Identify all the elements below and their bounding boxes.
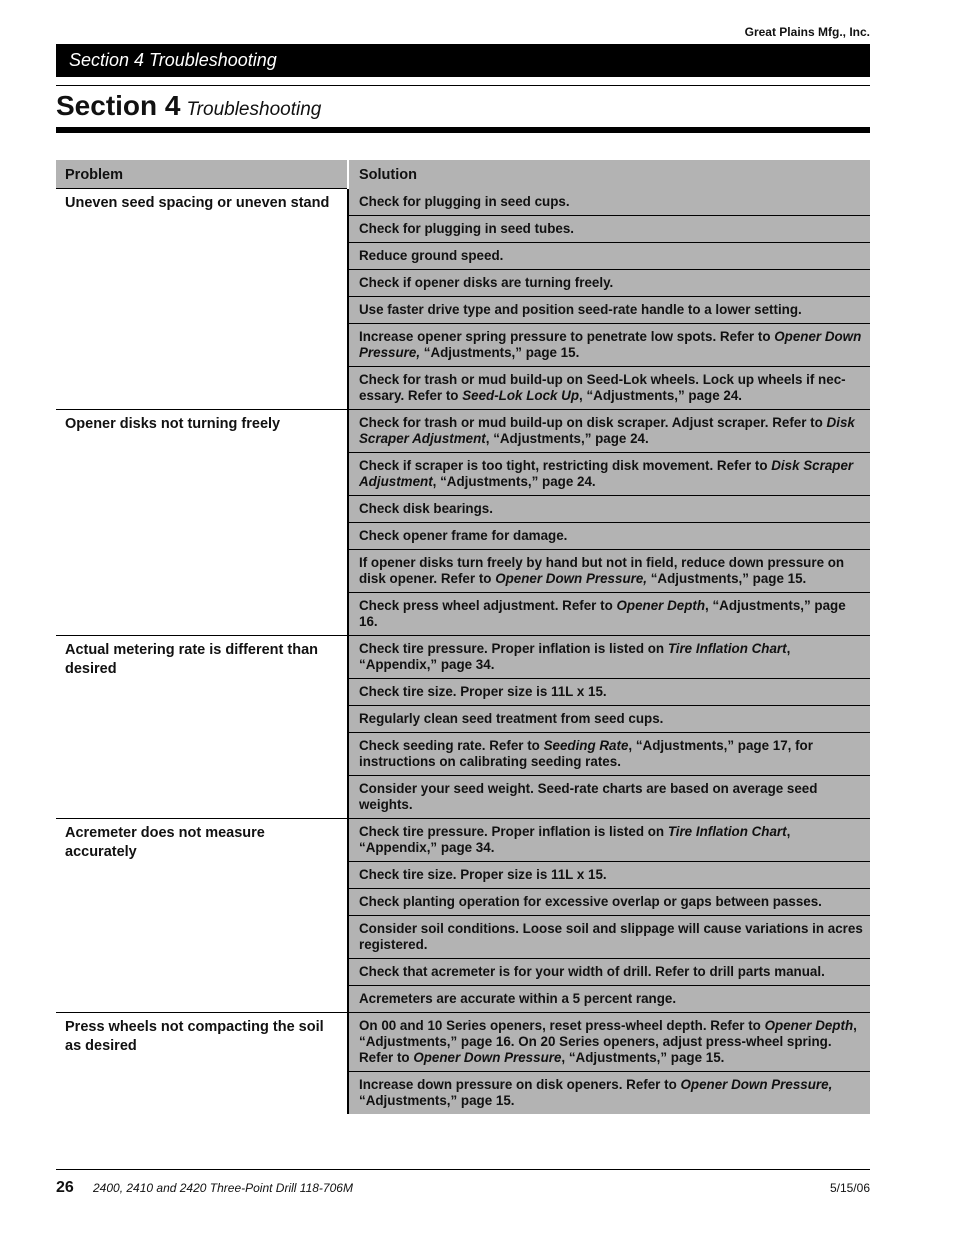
solution-reference: Tire Inflation Chart — [667, 641, 787, 656]
problem-cell: Acremeter does not measure accurately — [56, 819, 348, 1013]
header-rule — [56, 85, 870, 86]
solution-reference: Opener Depth — [616, 598, 706, 613]
table-body — [56, 189, 870, 1115]
solution-cell — [348, 243, 870, 270]
solution-text: , “Adjustments,” page 24. — [579, 388, 743, 403]
solution-text: , “Adjustments,” page 17, for instructions on calibrating seeding rates. — [359, 738, 813, 769]
solution-text: , “Appendix,” page 34. — [359, 824, 791, 855]
solution-cell — [348, 916, 870, 959]
solution-text: Check tire pressure. Proper inflation is listed on — [359, 824, 668, 839]
problem-cell: Press wheels not compacting the soil as desired — [56, 1013, 348, 1115]
problem-cell: Uneven seed spacing or uneven stand — [56, 189, 348, 410]
solution-text: Check tire size. Proper size is 11L x 15. — [359, 867, 607, 882]
solution-cell — [348, 733, 870, 776]
solution-text: , “Adjustments,” page 24. — [432, 474, 596, 489]
table-header-row — [56, 160, 870, 189]
solution-text: , “Adjustments,” page 24. — [485, 431, 649, 446]
solution-cell — [348, 550, 870, 593]
solution-reference: Seeding Rate — [543, 738, 629, 753]
solution-text: If opener disks turn freely by hand but not in field, reduce down pressure on disk opener. Refer to — [359, 555, 845, 586]
solution-cell — [348, 959, 870, 986]
solution-cell — [348, 523, 870, 550]
solution-reference: Seed-Lok Lock Up — [462, 388, 580, 403]
solution-cell — [348, 706, 870, 733]
solution-reference: Tire Inflation Chart — [667, 824, 787, 839]
solution-text: Check opener frame for damage. — [359, 528, 568, 543]
solution-text: Check for plugging in seed cups. — [359, 194, 570, 209]
solution-text: Check planting operation for excessive overlap or gaps between passes. — [359, 894, 822, 909]
solution-cell — [348, 1072, 870, 1115]
solution-cell — [348, 679, 870, 706]
solution-text: Acremeters are accurate within a 5 percent range. — [359, 991, 677, 1006]
solution-text: Regularly clean seed treatment from seed cups. — [359, 711, 664, 726]
solution-text: Check if opener disks are turning freely. — [359, 275, 614, 290]
page-title — [56, 90, 321, 122]
problem-cell: Actual metering rate is different than desired — [56, 636, 348, 819]
solution-cell — [348, 410, 870, 453]
table-row — [56, 819, 870, 862]
solution-cell — [348, 636, 870, 679]
solution-cell — [348, 216, 870, 243]
solution-reference: Disk Scraper Adjustment — [359, 415, 855, 446]
page-number: 26 — [56, 1179, 74, 1196]
solution-text: “Adjustments,” page 15. — [359, 1093, 515, 1108]
solution-text: Check disk bearings. — [359, 501, 493, 516]
table-row — [56, 1013, 870, 1072]
page-title-sub: Troubleshooting — [186, 99, 322, 120]
solution-text: Increase opener spring pressure to penetrate low spots. Refer to — [359, 329, 775, 344]
header-solution: Solution — [348, 160, 870, 189]
solution-reference: Opener Down Pressure, — [495, 571, 647, 586]
solution-cell — [348, 819, 870, 862]
solution-text: Consider soil conditions. Loose soil and slippage will cause variations in acres registered. — [359, 921, 863, 952]
solution-cell — [348, 986, 870, 1013]
solution-reference: Opener Down Pressure, — [359, 329, 862, 360]
troubleshooting-table — [56, 160, 870, 1114]
footer-rule — [56, 1169, 870, 1170]
solution-text: Reduce ground speed. — [359, 248, 504, 263]
solution-cell — [348, 453, 870, 496]
solution-text: Check for trash or mud build-up on Seed-Lok wheels. Lock up wheels if nec-essary. Refer to — [359, 372, 846, 403]
solution-text: Check tire size. Proper size is 11L x 15. — [359, 684, 607, 699]
solution-cell — [348, 367, 870, 410]
company-name: Great Plains Mfg., Inc. — [744, 25, 870, 39]
solution-cell — [348, 776, 870, 819]
solution-reference: Opener Depth — [764, 1018, 854, 1033]
solution-cell — [348, 270, 870, 297]
solution-text: Check tire pressure. Proper inflation is listed on — [359, 641, 668, 656]
solution-cell — [348, 189, 870, 216]
solution-reference: Opener Down Pressure, — [680, 1077, 833, 1092]
solution-text: Check for plugging in seed tubes. — [359, 221, 575, 236]
table-row — [56, 410, 870, 453]
header-problem: Problem — [56, 160, 348, 189]
solution-text: “Adjustments,” page 15. — [647, 571, 807, 586]
solution-cell — [348, 324, 870, 367]
solution-text: On 00 and 10 Series openers, reset press-wheel depth. Refer to — [359, 1018, 765, 1033]
solution-text: Check press wheel adjustment. Refer to — [359, 598, 617, 613]
solution-cell — [348, 1013, 870, 1072]
solution-cell — [348, 496, 870, 523]
solution-cell — [348, 889, 870, 916]
solution-text: , “Adjustments,” page 16. — [359, 598, 846, 629]
solution-reference: Opener Down Pressure — [413, 1050, 562, 1065]
page-title-main: Section 4 — [56, 90, 181, 121]
solution-text: , “Adjustments,” page 16. On 20 Series openers, adjust press-wheel spring. Refer to — [359, 1018, 857, 1065]
table-row — [56, 636, 870, 679]
solution-cell — [348, 862, 870, 889]
solution-reference: Disk Scraper Adjustment — [359, 458, 854, 489]
solution-text: , “Appendix,” page 34. — [359, 641, 791, 672]
solution-text: Use faster drive type and position seed-rate handle to a lower setting. — [359, 302, 802, 317]
solution-cell — [348, 593, 870, 636]
document-date: 5/15/06 — [829, 1181, 870, 1195]
solution-text: Check if scraper is too tight, restricting disk movement. Refer to — [359, 458, 772, 473]
solution-text: “Adjustments,” page 15. — [420, 345, 580, 360]
solution-text: Increase down pressure on disk openers. Refer to — [359, 1077, 681, 1092]
solution-text: Check seeding rate. Refer to — [359, 738, 544, 753]
solution-cell — [348, 297, 870, 324]
solution-text: Consider your seed weight. Seed-rate charts are based on average seed weights. — [359, 781, 818, 812]
solution-text: Check that acremeter is for your width of drill. Refer to drill parts manual. — [359, 964, 825, 979]
section-band: Section 4 Troubleshooting — [56, 44, 870, 77]
solution-text: Check for trash or mud build-up on disk scraper. Adjust scraper. Refer to — [359, 415, 827, 430]
solution-text: , “Adjustments,” page 15. — [561, 1050, 725, 1065]
problem-cell: Opener disks not turning freely — [56, 410, 348, 636]
document-title: 2400, 2410 and 2420 Three-Point Drill 118-706M — [93, 1181, 353, 1195]
title-rule — [56, 127, 870, 133]
table-row — [56, 189, 870, 216]
